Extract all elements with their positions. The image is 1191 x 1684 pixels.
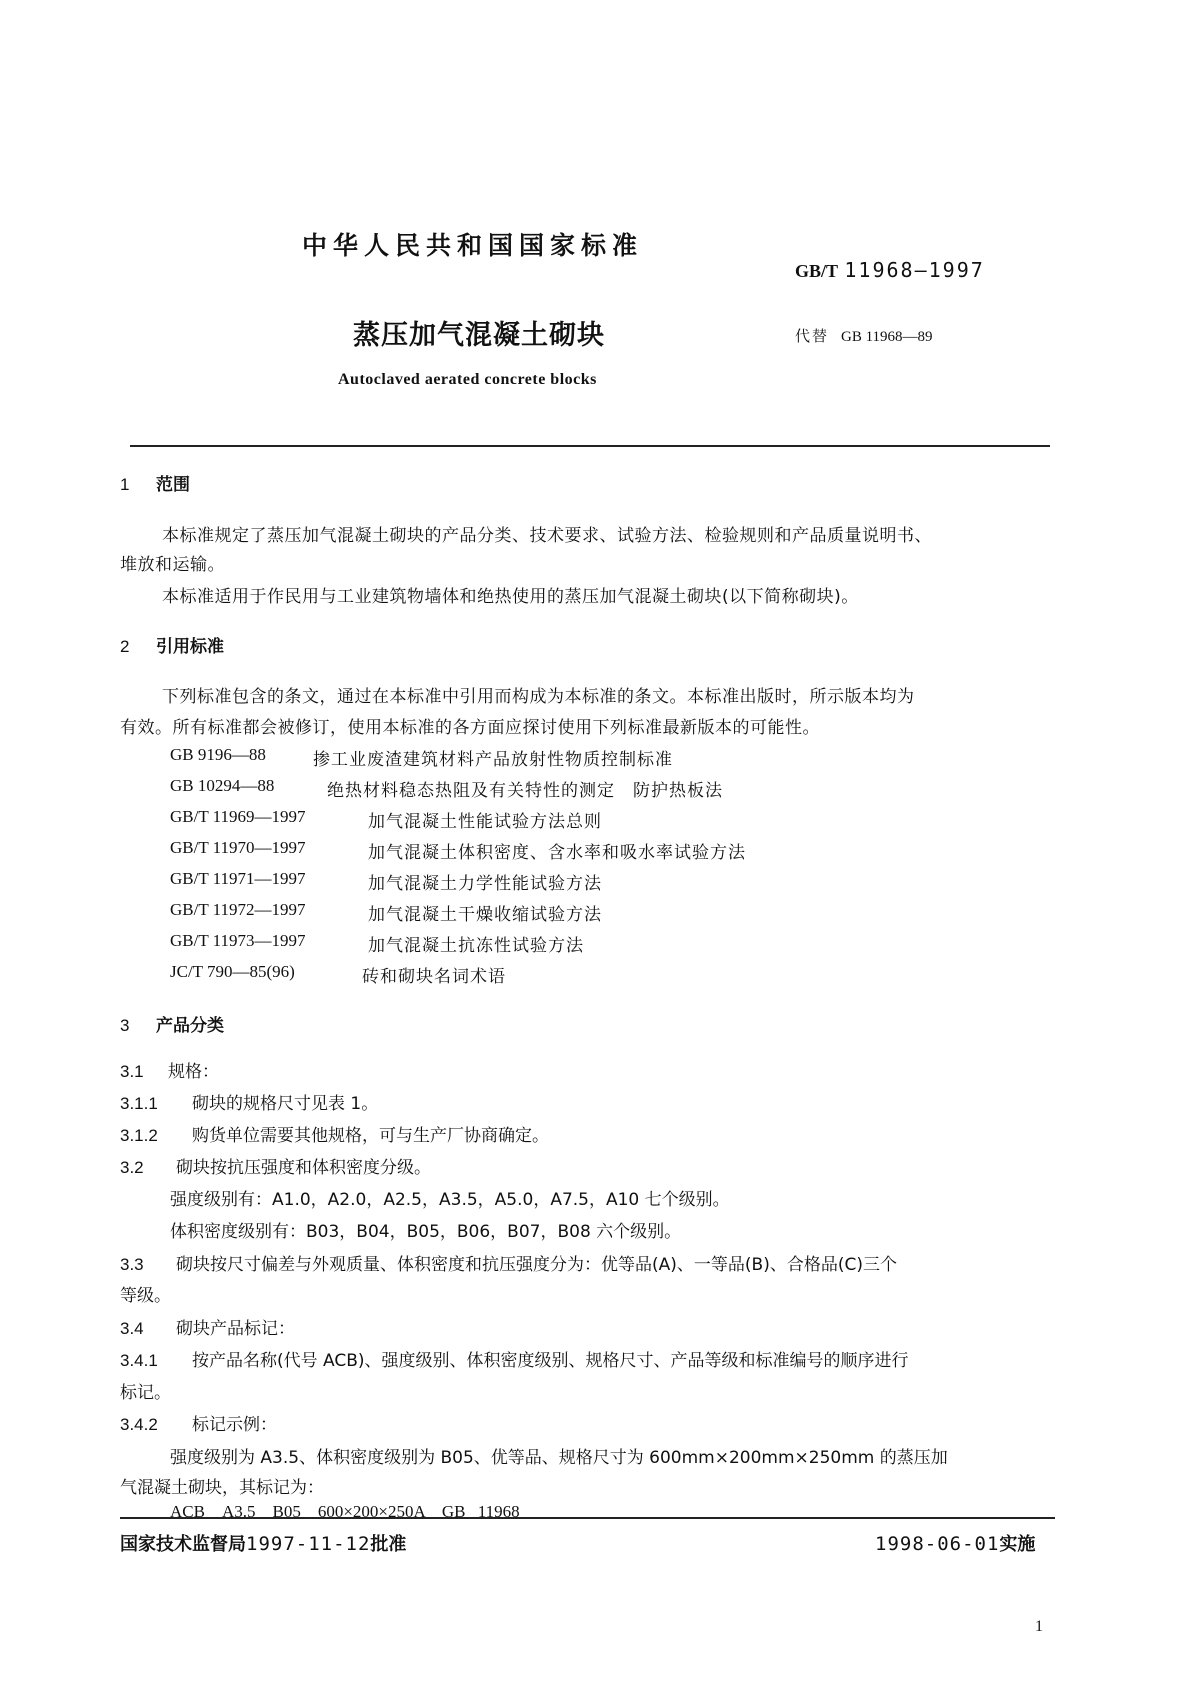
section-1-heading — [120, 470, 190, 495]
effective-suffix: 实施 — [999, 1534, 1036, 1555]
clause-text: 购货单位需要其他规格，可与生产厂协商确定。 — [192, 1126, 549, 1146]
strength-grades-line: 强度级别有：A1.0，A2.0，A2.5，A3.5，A5.0，A7.5，A10 七个级别。 — [170, 1190, 730, 1210]
clause-number: 3.1.2 — [120, 1126, 158, 1145]
footer-divider — [120, 1517, 1055, 1519]
clause-number: 3.4.2 — [120, 1415, 158, 1434]
clause-text: 砌块按抗压强度和体积密度分级。 — [176, 1158, 431, 1178]
reference-title: 砖和砌块名词术语 — [362, 967, 506, 987]
clause-text: 按产品名称(代号 ACB)、强度级别、体积密度级别、规格尺寸、产品等级和标准编号的顺序进行 — [192, 1351, 909, 1371]
clause-3-1 — [120, 1057, 219, 1082]
reference-row — [170, 962, 970, 986]
paragraph-line: 本标准适用于作民用与工业建筑物墙体和绝热使用的蒸压加气混凝土砌块(以下简称砌块)。 — [162, 587, 859, 607]
page-number: 1 — [1035, 1618, 1043, 1635]
reference-code: GB/T 11971—1997 — [170, 869, 306, 888]
clause-3-4 — [120, 1314, 295, 1339]
clause-number: 3.2 — [120, 1158, 144, 1177]
section-title: 产品分类 — [156, 1016, 224, 1036]
header-divider — [130, 445, 1050, 447]
section-3-heading — [120, 1011, 224, 1036]
clause-3-4-2 — [120, 1410, 277, 1435]
clause-continuation: 等级。 — [120, 1286, 171, 1306]
clause-number: 3.1.1 — [120, 1094, 158, 1113]
clause-text: 砌块的规格尺寸见表 1。 — [192, 1094, 379, 1114]
reference-title: 加气混凝土体积密度、含水率和吸水率试验方法 — [368, 843, 746, 863]
reference-code: GB/T 11973—1997 — [170, 931, 306, 950]
section-number: 3 — [120, 1016, 130, 1035]
approval-date: 1997-11-12 — [246, 1533, 371, 1555]
reference-title: 加气混凝土性能试验方法总则 — [368, 812, 602, 832]
approval-suffix: 批准 — [370, 1534, 407, 1555]
density-grades-line: 体积密度级别有：B03，B04，B05，B06，B07，B08 六个级别。 — [170, 1222, 682, 1242]
paragraph-line: 堆放和运输。 — [120, 555, 225, 575]
clause-3-3 — [120, 1250, 897, 1275]
clause-3-4-1 — [120, 1346, 909, 1371]
paragraph-line: 下列标准包含的条文，通过在本标准中引用而构成为本标准的条文。本标准出版时，所示版本均为 — [162, 687, 915, 707]
clause-3-1-2 — [120, 1121, 549, 1146]
replaces-note — [795, 325, 933, 346]
section-title: 范围 — [156, 475, 190, 495]
section-title: 引用标准 — [156, 637, 224, 657]
clause-3-2 — [120, 1153, 431, 1178]
standard-header-title: 中华人民共和国国家标准 — [302, 231, 644, 260]
reference-code: GB/T 11969—1997 — [170, 807, 306, 826]
reference-code: JC/T 790—85(96) — [170, 962, 295, 981]
reference-title: 加气混凝土干燥收缩试验方法 — [368, 905, 602, 925]
clause-number: 3.1 — [120, 1062, 144, 1081]
english-title: Autoclaved aerated concrete blocks — [338, 371, 597, 388]
example-product-mark: ACB A3.5 B05 600×200×250A GB 11968 — [170, 1502, 520, 1521]
replaces-label: 代替 — [795, 327, 830, 345]
standard-code: GB/T — [795, 261, 839, 281]
reference-code: GB 9196—88 — [170, 745, 266, 764]
section-number: 1 — [120, 475, 130, 494]
reference-title: 加气混凝土抗冻性试验方法 — [368, 936, 584, 956]
reference-title: 绝热材料稳态热阻及有关特性的测定 防护热板法 — [327, 781, 723, 801]
clause-text: 规格： — [168, 1062, 219, 1082]
reference-code: GB 10294—88 — [170, 776, 275, 795]
reference-row — [170, 869, 970, 893]
standard-number — [795, 258, 985, 282]
reference-row — [170, 776, 970, 800]
clause-text: 砌块按尺寸偏差与外观质量、体积密度和抗压强度分为：优等品(A)、一等品(B)、合格品(C)三个 — [176, 1255, 897, 1275]
approval-note — [120, 1530, 406, 1556]
reference-title: 掺工业废渣建筑材料产品放射性物质控制标准 — [313, 750, 673, 770]
reference-row — [170, 838, 970, 862]
replaces-value: GB 11968—89 — [841, 329, 933, 345]
reference-row — [170, 807, 970, 831]
clause-text: 砌块产品标记： — [176, 1319, 295, 1339]
approval-authority: 国家技术监督局 — [120, 1534, 246, 1555]
section-2-heading — [120, 632, 224, 657]
reference-code: GB/T 11972—1997 — [170, 900, 306, 919]
example-description-line: 气混凝土砌块，其标记为： — [120, 1478, 324, 1498]
paragraph-line: 有效。所有标准都会被修订，使用本标准的各方面应探讨使用下列标准最新版本的可能性。 — [120, 718, 820, 738]
reference-code: GB/T 11970—1997 — [170, 838, 306, 857]
section-number: 2 — [120, 637, 130, 656]
clause-text: 标记示例： — [192, 1415, 277, 1435]
effective-date: 1998-06-01 — [875, 1533, 1000, 1555]
clause-number: 3.4.1 — [120, 1351, 158, 1370]
reference-row — [170, 900, 970, 924]
example-description-line: 强度级别为 A3.5、体积密度级别为 B05、优等品、规格尺寸为 600mm×200mm×250mm 的蒸压加 — [170, 1448, 948, 1468]
effective-note — [875, 1530, 1035, 1556]
reference-row — [170, 745, 970, 769]
reference-title: 加气混凝土力学性能试验方法 — [368, 874, 602, 894]
document-title: 蒸压加气混凝土砌块 — [353, 320, 605, 351]
clause-number: 3.4 — [120, 1319, 144, 1338]
clause-3-1-1 — [120, 1089, 378, 1114]
standard-number-value: 11968—1997 — [844, 258, 985, 282]
clause-number: 3.3 — [120, 1255, 144, 1274]
clause-continuation: 标记。 — [120, 1383, 171, 1403]
paragraph-line: 本标准规定了蒸压加气混凝土砌块的产品分类、技术要求、试验方法、检验规则和产品质量说明书、 — [162, 526, 932, 546]
reference-row — [170, 931, 970, 955]
